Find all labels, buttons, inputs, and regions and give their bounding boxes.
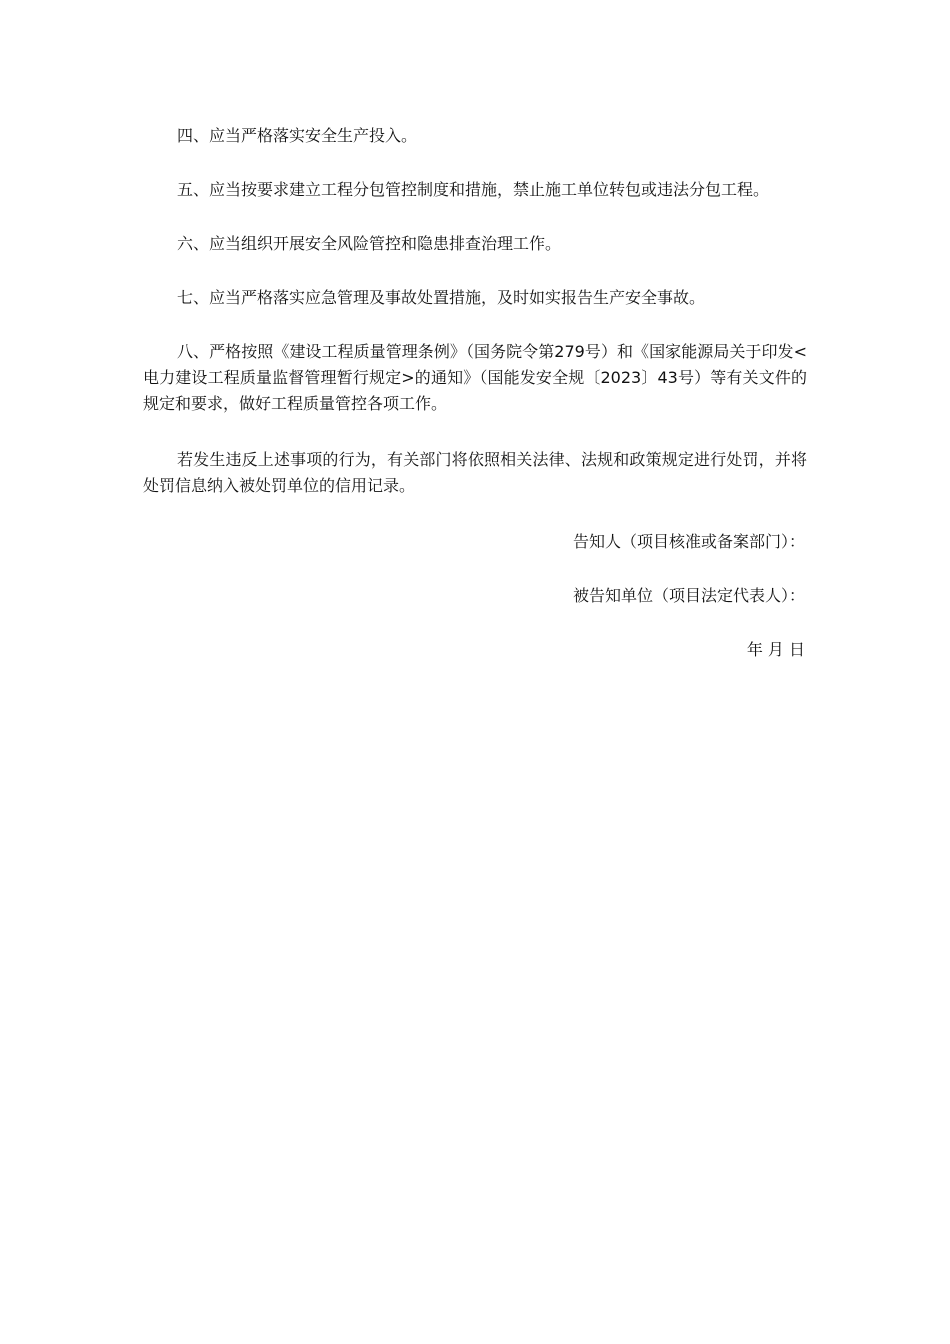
penalty-notice: 若发生违反上述事项的行为，有关部门将依照相关法律、法规和政策规定进行处罚，并将处罚信息纳入被处罚单位的信用记录。 [143,450,807,495]
clause-6: 六、应当组织开展安全风险管控和隐患排查治理工作。 [177,234,562,253]
clause-8: 八、严格按照《建设工程质量管理条例》（国务院令第279号）和《国家能源局关于印发<电力建设工程质量监督管理暂行规定>的通知》（国能发安全规〔2023〕43号）等有关文件的规定和要求，做好工程质量管控各项工作。 [143,342,807,413]
notified-signature-line: 被告知单位（项目法定代表人）： [572,586,805,605]
clause-7: 七、应当严格落实应急管理及事故处置措施，及时如实报告生产安全事故。 [177,288,706,307]
clause-5: 五、应当按要求建立工程分包管控制度和措施，禁止施工单位转包或违法分包工程。 [177,180,770,199]
notifier-signature-line: 告知人（项目核准或备案部门）： [572,532,805,551]
document-body [143,123,807,663]
date-line: 年 月 日 [746,640,805,659]
clause-4: 四、应当严格落实安全生产投入。 [177,126,418,145]
